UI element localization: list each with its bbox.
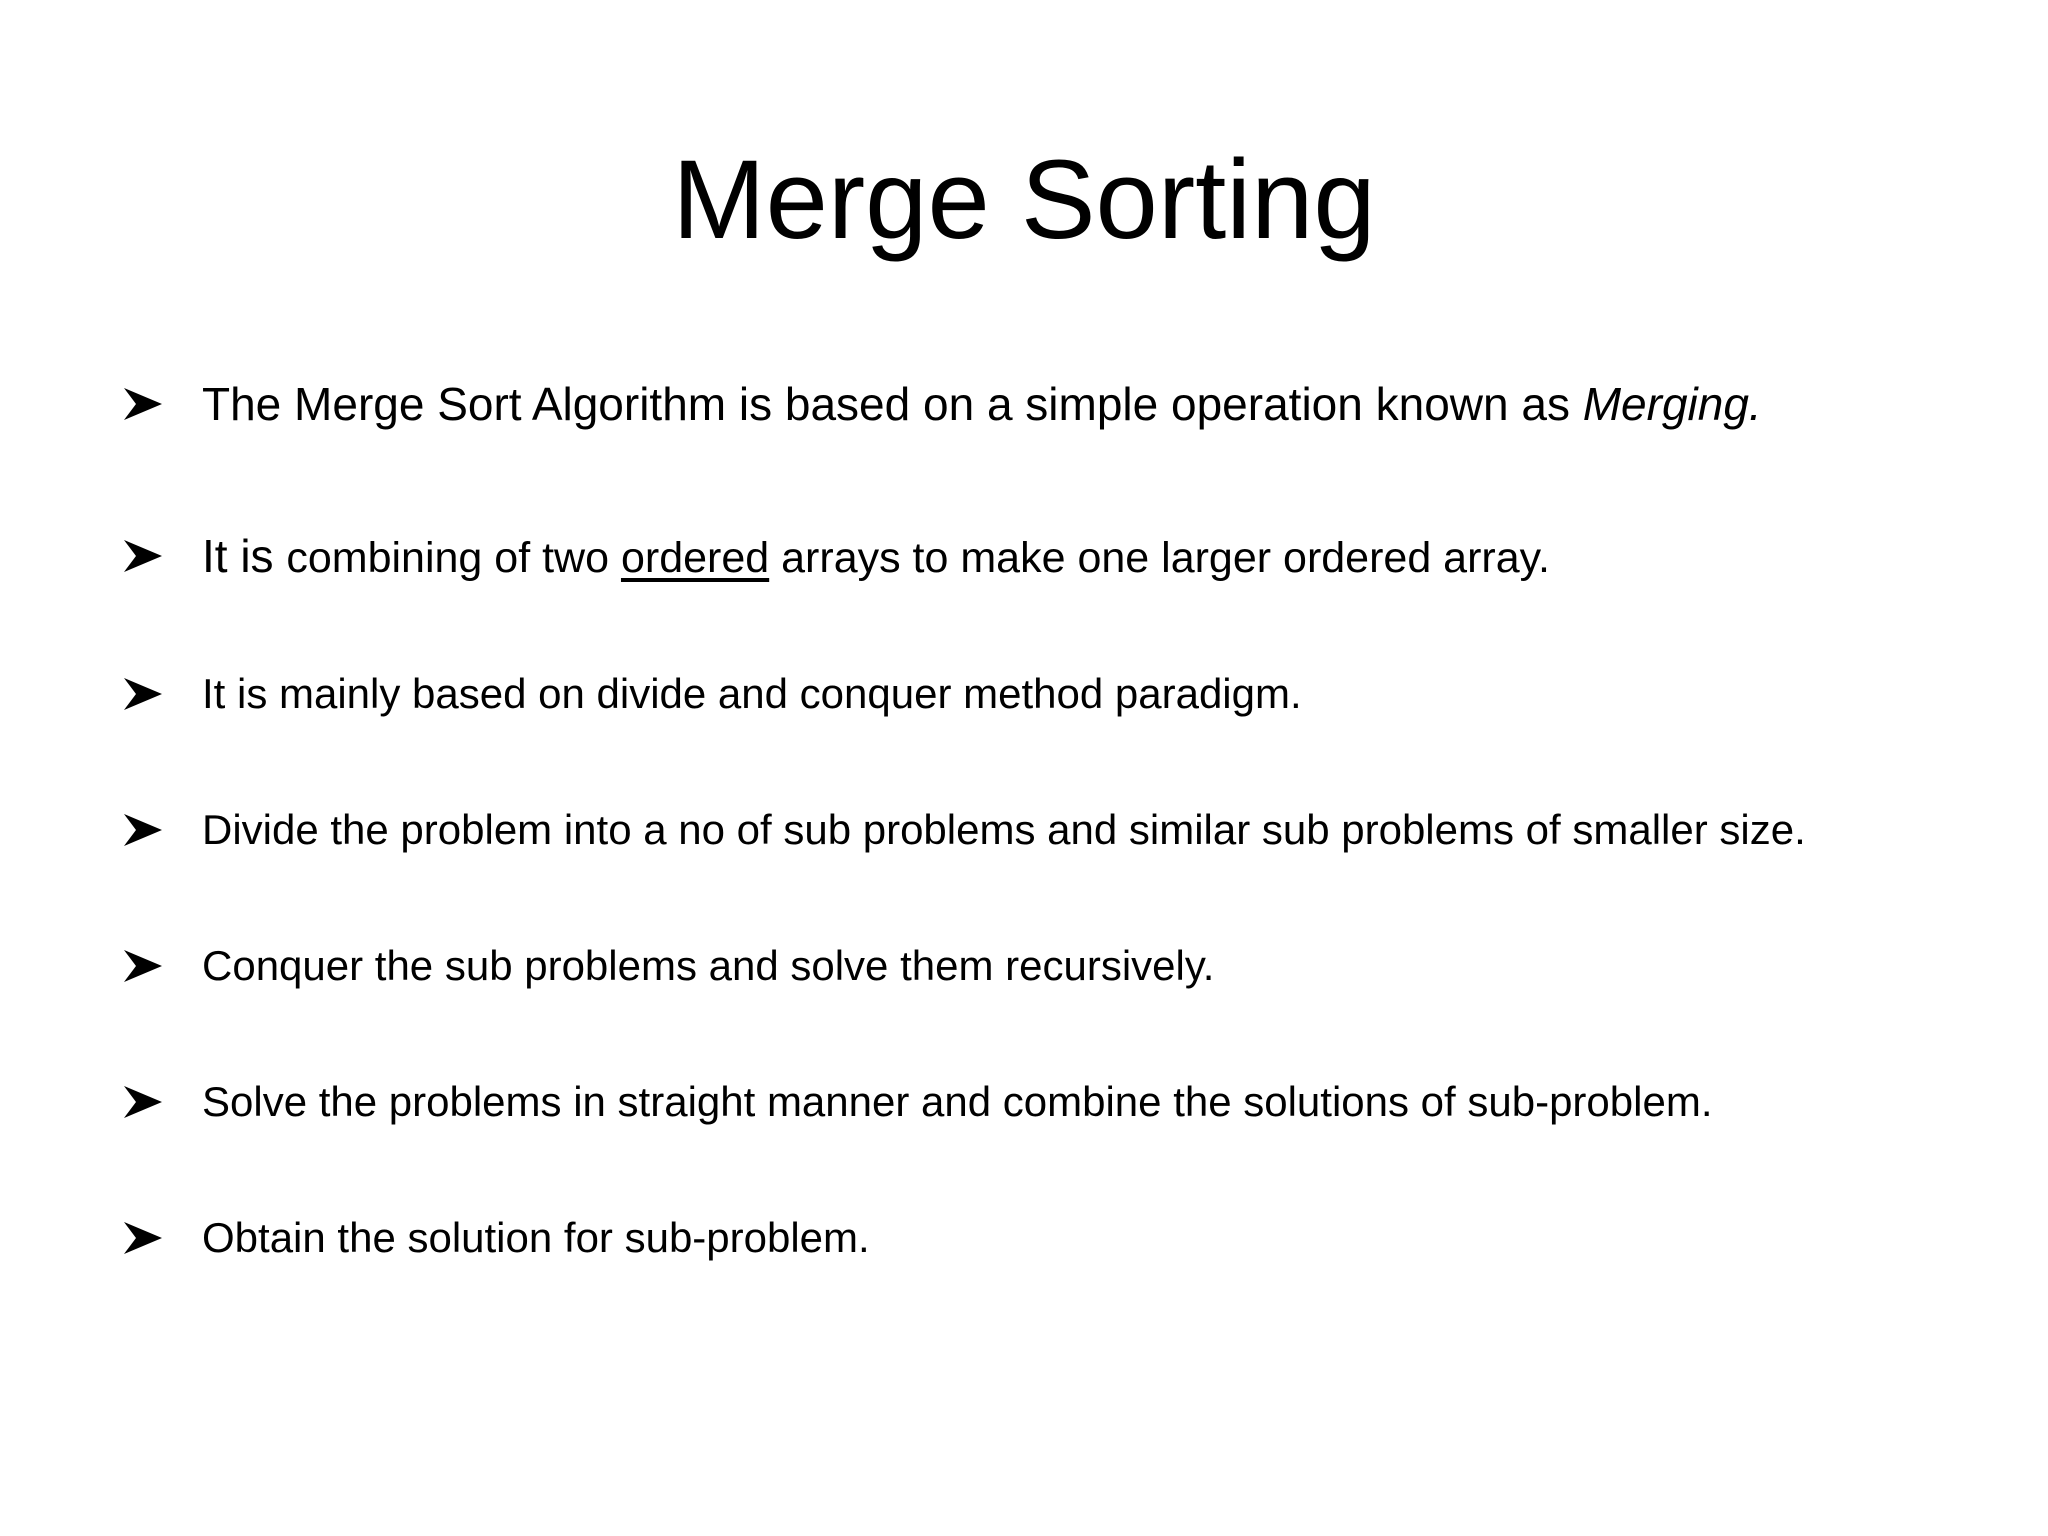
arrowhead-bullet-icon — [122, 672, 166, 716]
arrowhead-bullet-icon — [122, 944, 166, 988]
slide-title: Merge Sorting — [672, 137, 1376, 262]
arrowhead-bullet-icon — [122, 808, 166, 852]
arrowhead-bullet-icon — [122, 1216, 166, 1260]
bullet-item — [0, 364, 2048, 444]
bullet-item — [0, 926, 2048, 1006]
bullet-item — [0, 790, 2048, 870]
bullet-item — [0, 1062, 2048, 1142]
bullet-text: Obtain the solution for sub-problem. — [202, 1214, 870, 1261]
bullet-text: Solve the problems in straight manner and combine the solutions of sub-problem. — [202, 1078, 1713, 1125]
arrowhead-bullet-icon — [122, 382, 166, 426]
arrowhead-bullet-icon — [122, 534, 166, 578]
bullet-text-part: The Merge Sort Algorithm is based on a simple operation known as — [202, 378, 1583, 430]
arrowhead-bullet-icon — [122, 1080, 166, 1124]
bullet-text-part: arrays to make one larger ordered array. — [769, 534, 1550, 582]
bullet-text: It is mainly based on divide and conquer method paradigm. — [202, 670, 1302, 717]
bullet-text: Conquer the sub problems and solve them recursively. — [202, 942, 1215, 989]
bullet-text — [202, 364, 1762, 444]
bullet-item — [0, 516, 2048, 596]
bullet-text: Divide the problem into a no of sub problems and similar sub problems of smaller size. — [202, 806, 1806, 853]
bullet-text-part: It is — [202, 530, 287, 582]
bullet-item — [0, 1198, 2048, 1278]
bullet-text — [202, 516, 1550, 608]
bullet-text-part-italic: Merging. — [1582, 378, 1762, 430]
bullet-text-part: combining of two — [286, 534, 621, 582]
bullet-item — [0, 654, 2048, 734]
bullet-text-part-underline: ordered — [620, 534, 770, 582]
